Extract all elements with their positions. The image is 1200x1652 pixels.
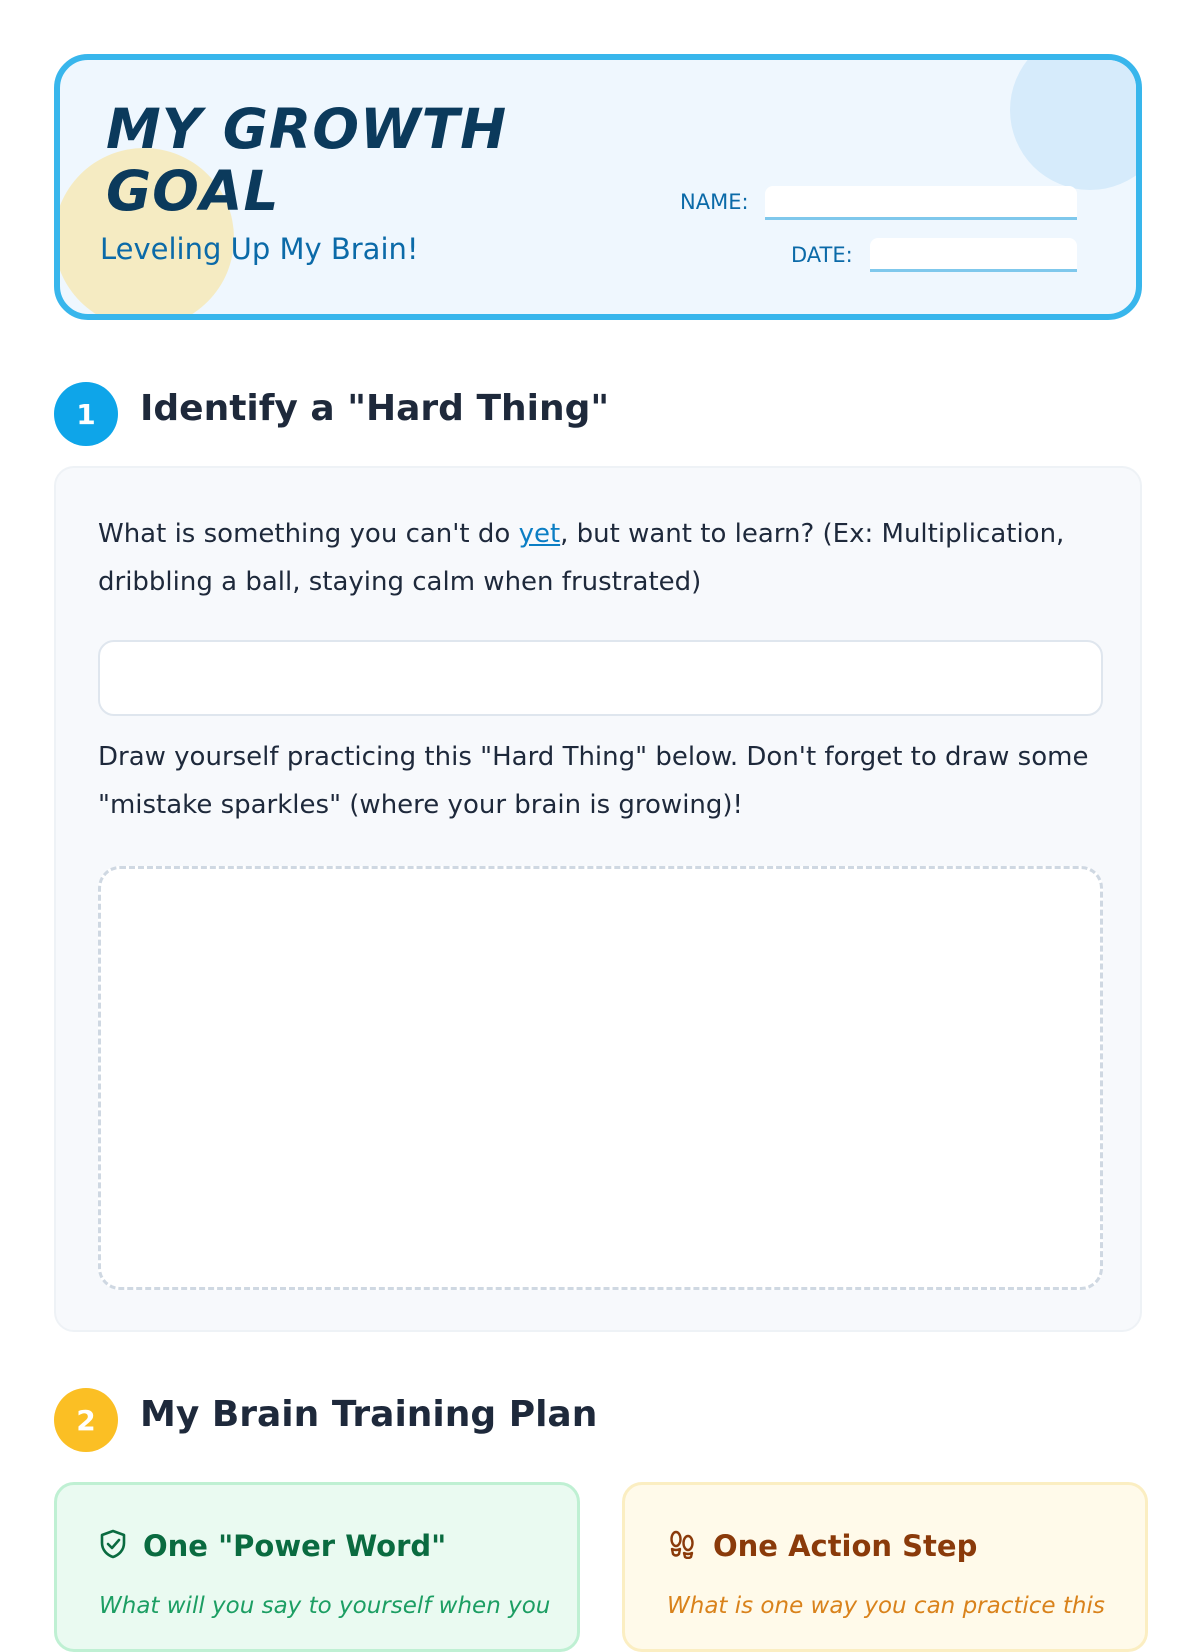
hard-thing-input[interactable] bbox=[98, 640, 1103, 716]
decorative-circle-blue bbox=[1010, 54, 1142, 190]
name-field[interactable] bbox=[765, 186, 1077, 220]
action-step-card bbox=[622, 1482, 1148, 1652]
action-step-title: One Action Step bbox=[713, 1529, 978, 1563]
page-title bbox=[106, 98, 666, 222]
hard-thing-prompt bbox=[98, 510, 1108, 606]
power-word-title: One "Power Word" bbox=[143, 1529, 447, 1563]
section-1-card bbox=[54, 466, 1142, 1332]
title-line-2: GOAL bbox=[106, 159, 280, 223]
prompt-text-before: What is something you can't do bbox=[98, 519, 519, 549]
drawing-area[interactable] bbox=[98, 866, 1103, 1290]
action-step-prompt: What is one way you can practice this bbox=[667, 1593, 1105, 1619]
date-field[interactable] bbox=[870, 238, 1077, 272]
shield-check-icon bbox=[99, 1529, 127, 1563]
section-1-title: Identify a "Hard Thing" bbox=[140, 388, 610, 429]
name-label: NAME: bbox=[680, 190, 749, 214]
power-word-header bbox=[99, 1529, 446, 1563]
power-word-card bbox=[54, 1482, 580, 1652]
date-label: DATE: bbox=[791, 243, 853, 267]
prompt-text-after: , but want to learn? (Ex: Multiplication, dribbling a ball, staying calm when frustrated) bbox=[98, 519, 1065, 597]
action-step-header bbox=[667, 1529, 977, 1563]
header-card bbox=[54, 54, 1142, 320]
draw-prompt: Draw yourself practicing this "Hard Thing" below. Don't forget to draw some "mistake sparkles" (where your brain is growing)! bbox=[98, 742, 1089, 820]
page-subtitle: Leveling Up My Brain! bbox=[100, 232, 419, 266]
section-2-badge: 2 bbox=[54, 1388, 118, 1452]
section-2-title: My Brain Training Plan bbox=[140, 1394, 598, 1435]
power-word-prompt: What will you say to yourself when you bbox=[99, 1593, 551, 1619]
title-line-1: MY GROWTH bbox=[106, 97, 508, 161]
section-1-badge: 1 bbox=[54, 382, 118, 446]
footprints-icon bbox=[667, 1529, 697, 1563]
prompt-emphasis-yet: yet bbox=[518, 519, 561, 549]
